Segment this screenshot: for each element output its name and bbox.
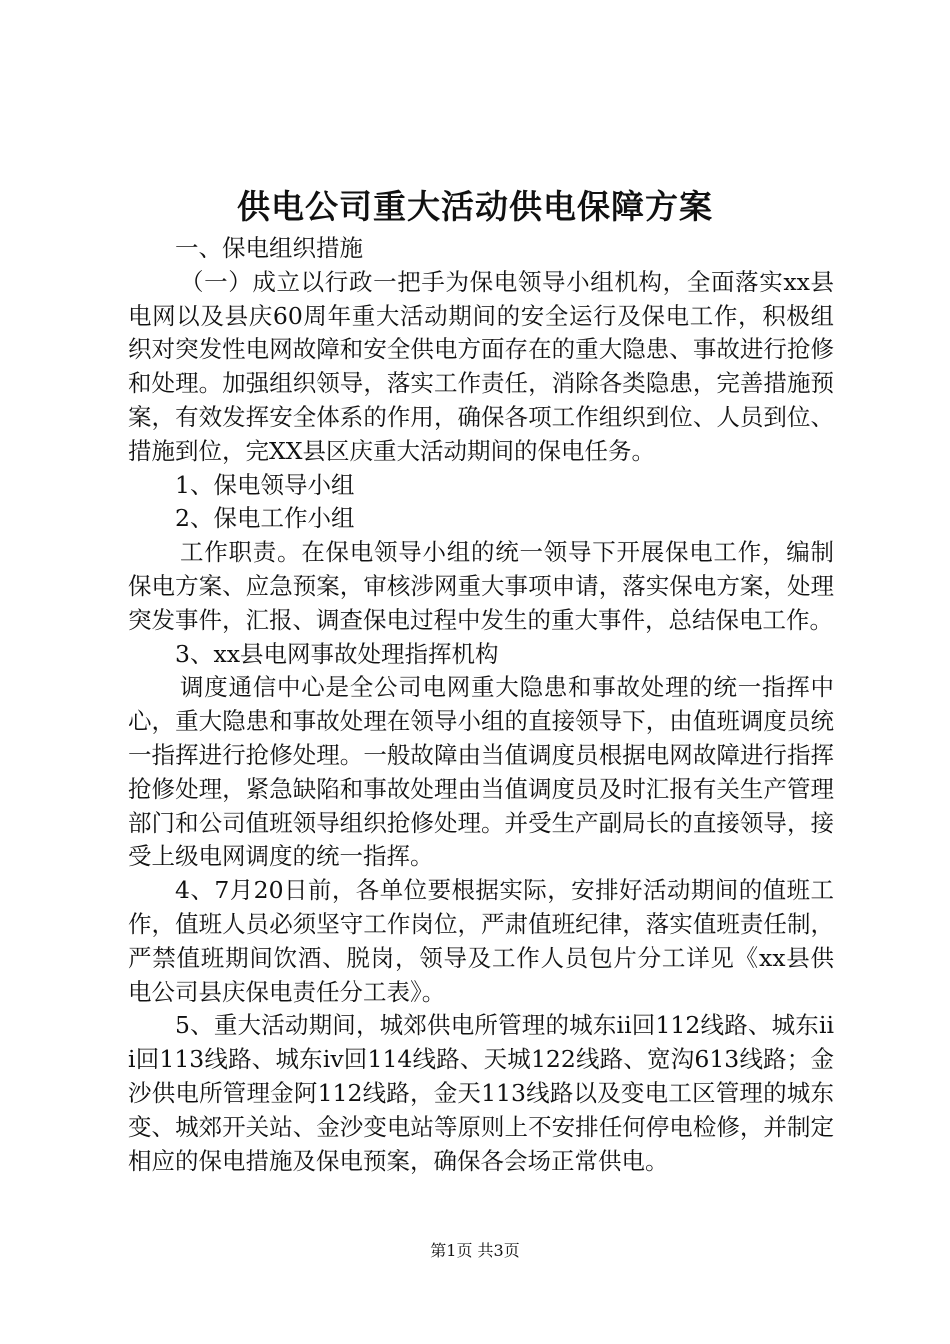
- paragraph: 5、重大活动期间，城郊供电所管理的城东ii回112线路、城东iii回113线路、城东iv回114线路、天城122线路、宽沟613线路；金沙供电所管理金阿112线路，金天113线路以及变电工区管理的城东变、城郊开关站、金沙变电站等原则上不安排任何停电检修，并制定相应的保电措施及保电预案，确保各会场正常供电。: [128, 1011, 834, 1175]
- paragraph: 调度通信中心是全公司电网重大隐患和事故处理的统一指挥中心，重大隐患和事故处理在领导小组的直接领导下，由值班调度员统一指挥进行抢修处理。一般故障由当值调度员根据电网故障进行指挥抢修处理，紧急缺陷和事故处理由当值调度员及时汇报有关生产管理部门和公司值班领导组织抢修处理。并受生产副局长的直接领导，接受上级电网调度的统一指挥。: [128, 673, 834, 871]
- page-footer: 第1页 共3页: [430, 1241, 520, 1260]
- subheading: 2、保电工作小组: [175, 504, 355, 533]
- subheading: 1、保电领导小组: [175, 470, 355, 499]
- section-heading: 一、保电组织措施: [175, 234, 363, 262]
- paragraph: （一）成立以行政一把手为保电领导小组机构，全面落实xx县电网以及县庆60周年重大活动期间的安全运行及保电工作，积极组织对突发性电网故障和安全供电方面存在的重大隐患、事故进行抢修和处理。加强组织领导，落实工作责任，消除各类隐患，完善措施预案，有效发挥安全体系的作用，确保各项工作组织到位、人员到位、措施到位，完XX县区庆重大活动期间的保电任务。: [128, 267, 834, 465]
- document-title: 供电公司重大活动供电保障方案: [237, 187, 713, 226]
- paragraph: 4、7月20日前，各单位要根据实际，安排好活动期间的值班工作，值班人员必须坚守工作岗位，严肃值班纪律，落实值班责任制，严禁值班期间饮酒、脱岗，领导及工作人员包片分工详见《xx县供电公司县庆保电责任分工表》。: [128, 876, 834, 1006]
- paragraph: 工作职责。在保电领导小组的统一领导下开展保电工作，编制保电方案、应急预案，审核涉网重大事项申请，落实保电方案，处理突发事件，汇报、调查保电过程中发生的重大事件，总结保电工作。: [128, 538, 834, 634]
- subheading: 3、xx县电网事故处理指挥机构: [175, 639, 499, 668]
- document-body: [128, 232, 834, 1178]
